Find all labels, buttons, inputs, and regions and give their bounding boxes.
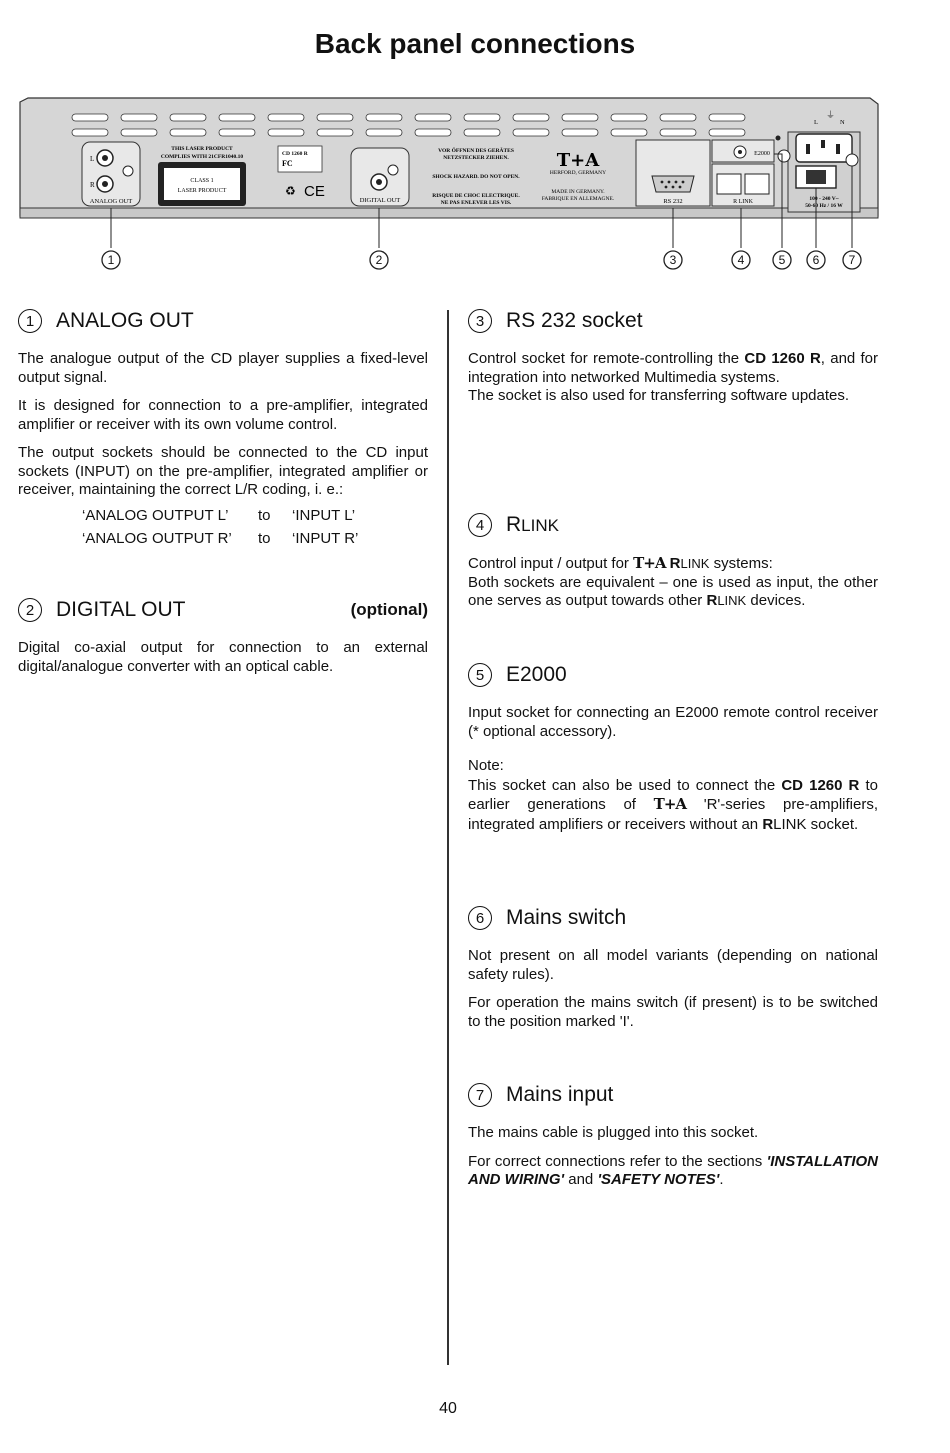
laser-notice-line-2: COMPLIES WITH 21CFR1040.10 <box>160 154 244 160</box>
warning-de-2: NETZSTECKER ZIEHEN. <box>443 155 509 161</box>
section-title: Mains input <box>506 1083 614 1106</box>
warning-fr-2: NE PAS ENLEVER LES VIS. <box>440 200 512 206</box>
back-panel-illustration <box>18 96 880 276</box>
section-analog-out <box>18 306 428 550</box>
paragraph: The analogue output of the CD player supplies a fixed-level output signal. <box>18 350 428 386</box>
rlink-panel-label: R LINK <box>733 199 753 205</box>
section-heading <box>468 1080 878 1110</box>
brand-logo: T+A <box>633 554 666 572</box>
connection-mapping <box>82 504 428 550</box>
channel-l-label: L <box>90 155 95 163</box>
section-number: 1 <box>18 309 42 333</box>
section-number: 4 <box>468 513 492 537</box>
laser-notice-line-1: THIS LASER PRODUCT <box>171 146 233 152</box>
section-reference: 'INSTALLATION AND WIRING' <box>468 1152 878 1188</box>
paragraph: Control input / output for T+A RLINK systems: <box>468 554 773 572</box>
section-digital-out <box>18 595 428 686</box>
e2000-panel-label: E2000 <box>754 151 770 157</box>
model-name: CD 1260 R <box>781 776 860 794</box>
ce-mark-icon: CE <box>304 183 325 200</box>
section-heading <box>18 306 428 336</box>
paragraph: Both sockets are equivalent – one is used as input, the other one serves as output towards other RLINK devices. <box>468 573 878 609</box>
weee-bin-icon: ♻ <box>285 184 296 198</box>
mains-n-label: N <box>840 119 845 126</box>
callout-6: 6 <box>812 253 820 267</box>
model-label: CD 1260 R <box>282 151 308 157</box>
section-number: 5 <box>468 663 492 687</box>
section-mains-input <box>468 1080 878 1200</box>
section-title: RS 232 socket <box>506 309 643 332</box>
brand-logo: T+A <box>556 150 600 171</box>
section-rs232 <box>468 306 878 416</box>
section-number: 2 <box>18 598 42 622</box>
section-heading <box>18 595 428 625</box>
section-heading <box>468 306 878 336</box>
analog-out-sockets <box>82 142 140 206</box>
warning-en: SHOCK HAZARD. DO NOT OPEN. <box>432 174 520 180</box>
optional-label: (optional) <box>350 600 428 619</box>
paragraph: Control socket for remote-controlling the CD 1260 R, and for integration into networked Multimedia systems. <box>468 350 879 386</box>
rs232-port <box>636 140 710 206</box>
section-heading <box>468 903 878 933</box>
power-rating-2: 50-60 Hz / 16 W <box>805 203 843 209</box>
brand-logo: T+A <box>653 795 687 813</box>
mapping-dest: ‘INPUT L’ <box>292 506 356 524</box>
warning-fr-1: RISQUE DE CHOC ELECTRIQUE. <box>432 193 520 199</box>
mapping-from: ‘ANALOG OUTPUT L’ <box>82 506 229 524</box>
paragraph: Not present on all model variants (depending on national safety rules). <box>468 947 878 983</box>
paragraph: This socket can also be used to connect the CD 1260 R to earlier generations of T+A 'R'-series pre-amplifiers, integrated amplifiers or receivers without an RLINK socket. <box>468 776 879 833</box>
callout-3: 3 <box>669 253 677 267</box>
mapping-to: to <box>258 529 271 547</box>
channel-r-label: R <box>90 181 95 189</box>
callout-1: 1 <box>107 253 115 267</box>
ground-icon: ⏚ <box>826 111 836 121</box>
page-number: 40 <box>439 1400 457 1417</box>
rs232-panel-label: RS 232 <box>663 198 683 205</box>
callout-4: 4 <box>737 253 745 267</box>
made-in-2: FABRIQUE EN ALLEMAGNE. <box>541 196 615 202</box>
section-reference: 'SAFETY NOTES' <box>597 1171 720 1188</box>
section-heading <box>468 660 878 690</box>
callout-2: 2 <box>375 253 383 267</box>
column-divider <box>447 310 449 1365</box>
paragraph: The mains cable is plugged into this socket. <box>468 1124 759 1141</box>
analog-out-panel-label: ANALOG OUT <box>89 198 133 205</box>
paragraph: Input socket for connecting an E2000 remote control receiver (* optional accessory). <box>468 704 878 740</box>
mapping-dest: ‘INPUT R’ <box>292 529 359 547</box>
section-number: 7 <box>468 1083 492 1107</box>
section-title: E2000 <box>506 663 567 686</box>
section-title: Mains switch <box>506 906 627 929</box>
section-number: 3 <box>468 309 492 333</box>
paragraph: Digital co-axial output for connection to an external digital/analogue converter with an optical cable. <box>18 639 428 675</box>
note-label: Note: <box>468 757 504 774</box>
brand-city: HERFORD, GERMANY <box>549 170 607 176</box>
power-rating-1: 100 - 240 V~ <box>809 196 839 202</box>
paragraph: The output sockets should be connected to the CD input sockets (INPUT) on the pre-amplifier, integrated amplifier or receiver, maintaining the correct L/R coding, i. e.: <box>18 444 428 498</box>
callout-7: 7 <box>848 253 856 267</box>
made-in-1: MADE IN GERMANY. <box>551 189 605 195</box>
mapping-from: ‘ANALOG OUTPUT R’ <box>82 529 232 547</box>
class1-label-line-1: CLASS 1 <box>190 178 214 184</box>
paragraph: The socket is also used for transferring software updates. <box>468 387 850 404</box>
page-title: Back panel connections <box>314 28 636 59</box>
mapping-to: to <box>258 506 271 524</box>
warning-de-1: VOR ÖFFNEN DES GERÄTES <box>438 148 514 154</box>
section-title: RLINK <box>506 513 559 536</box>
section-title: ANALOG OUT <box>56 309 194 332</box>
section-mains-switch <box>468 903 878 1041</box>
model-name: CD 1260 R <box>744 350 821 367</box>
section-number: 6 <box>468 906 492 930</box>
section-rlink <box>468 510 878 621</box>
section-title: DIGITAL OUT <box>56 598 186 621</box>
paragraph: For operation the mains switch (if present) is to be switched to the position marked 'I'. <box>468 994 878 1030</box>
section-heading <box>468 510 878 540</box>
mapping-row <box>82 504 428 527</box>
paragraph: It is designed for connection to a pre-amplifier, integrated amplifier or receiver with its own volume control. <box>18 397 428 433</box>
class1-label-line-2: LASER PRODUCT <box>177 188 227 194</box>
section-e2000 <box>468 660 878 844</box>
paragraph: For correct connections refer to the sections 'INSTALLATION AND WIRING' and 'SAFETY NOTES'. <box>468 1152 878 1188</box>
digital-out-panel-label: DIGITAL OUT <box>359 197 401 204</box>
fcc-icon: FC <box>282 159 293 168</box>
mains-l-label: L <box>814 119 818 126</box>
digital-out-socket <box>351 148 409 206</box>
callout-5: 5 <box>778 253 786 267</box>
mapping-row <box>82 527 428 550</box>
